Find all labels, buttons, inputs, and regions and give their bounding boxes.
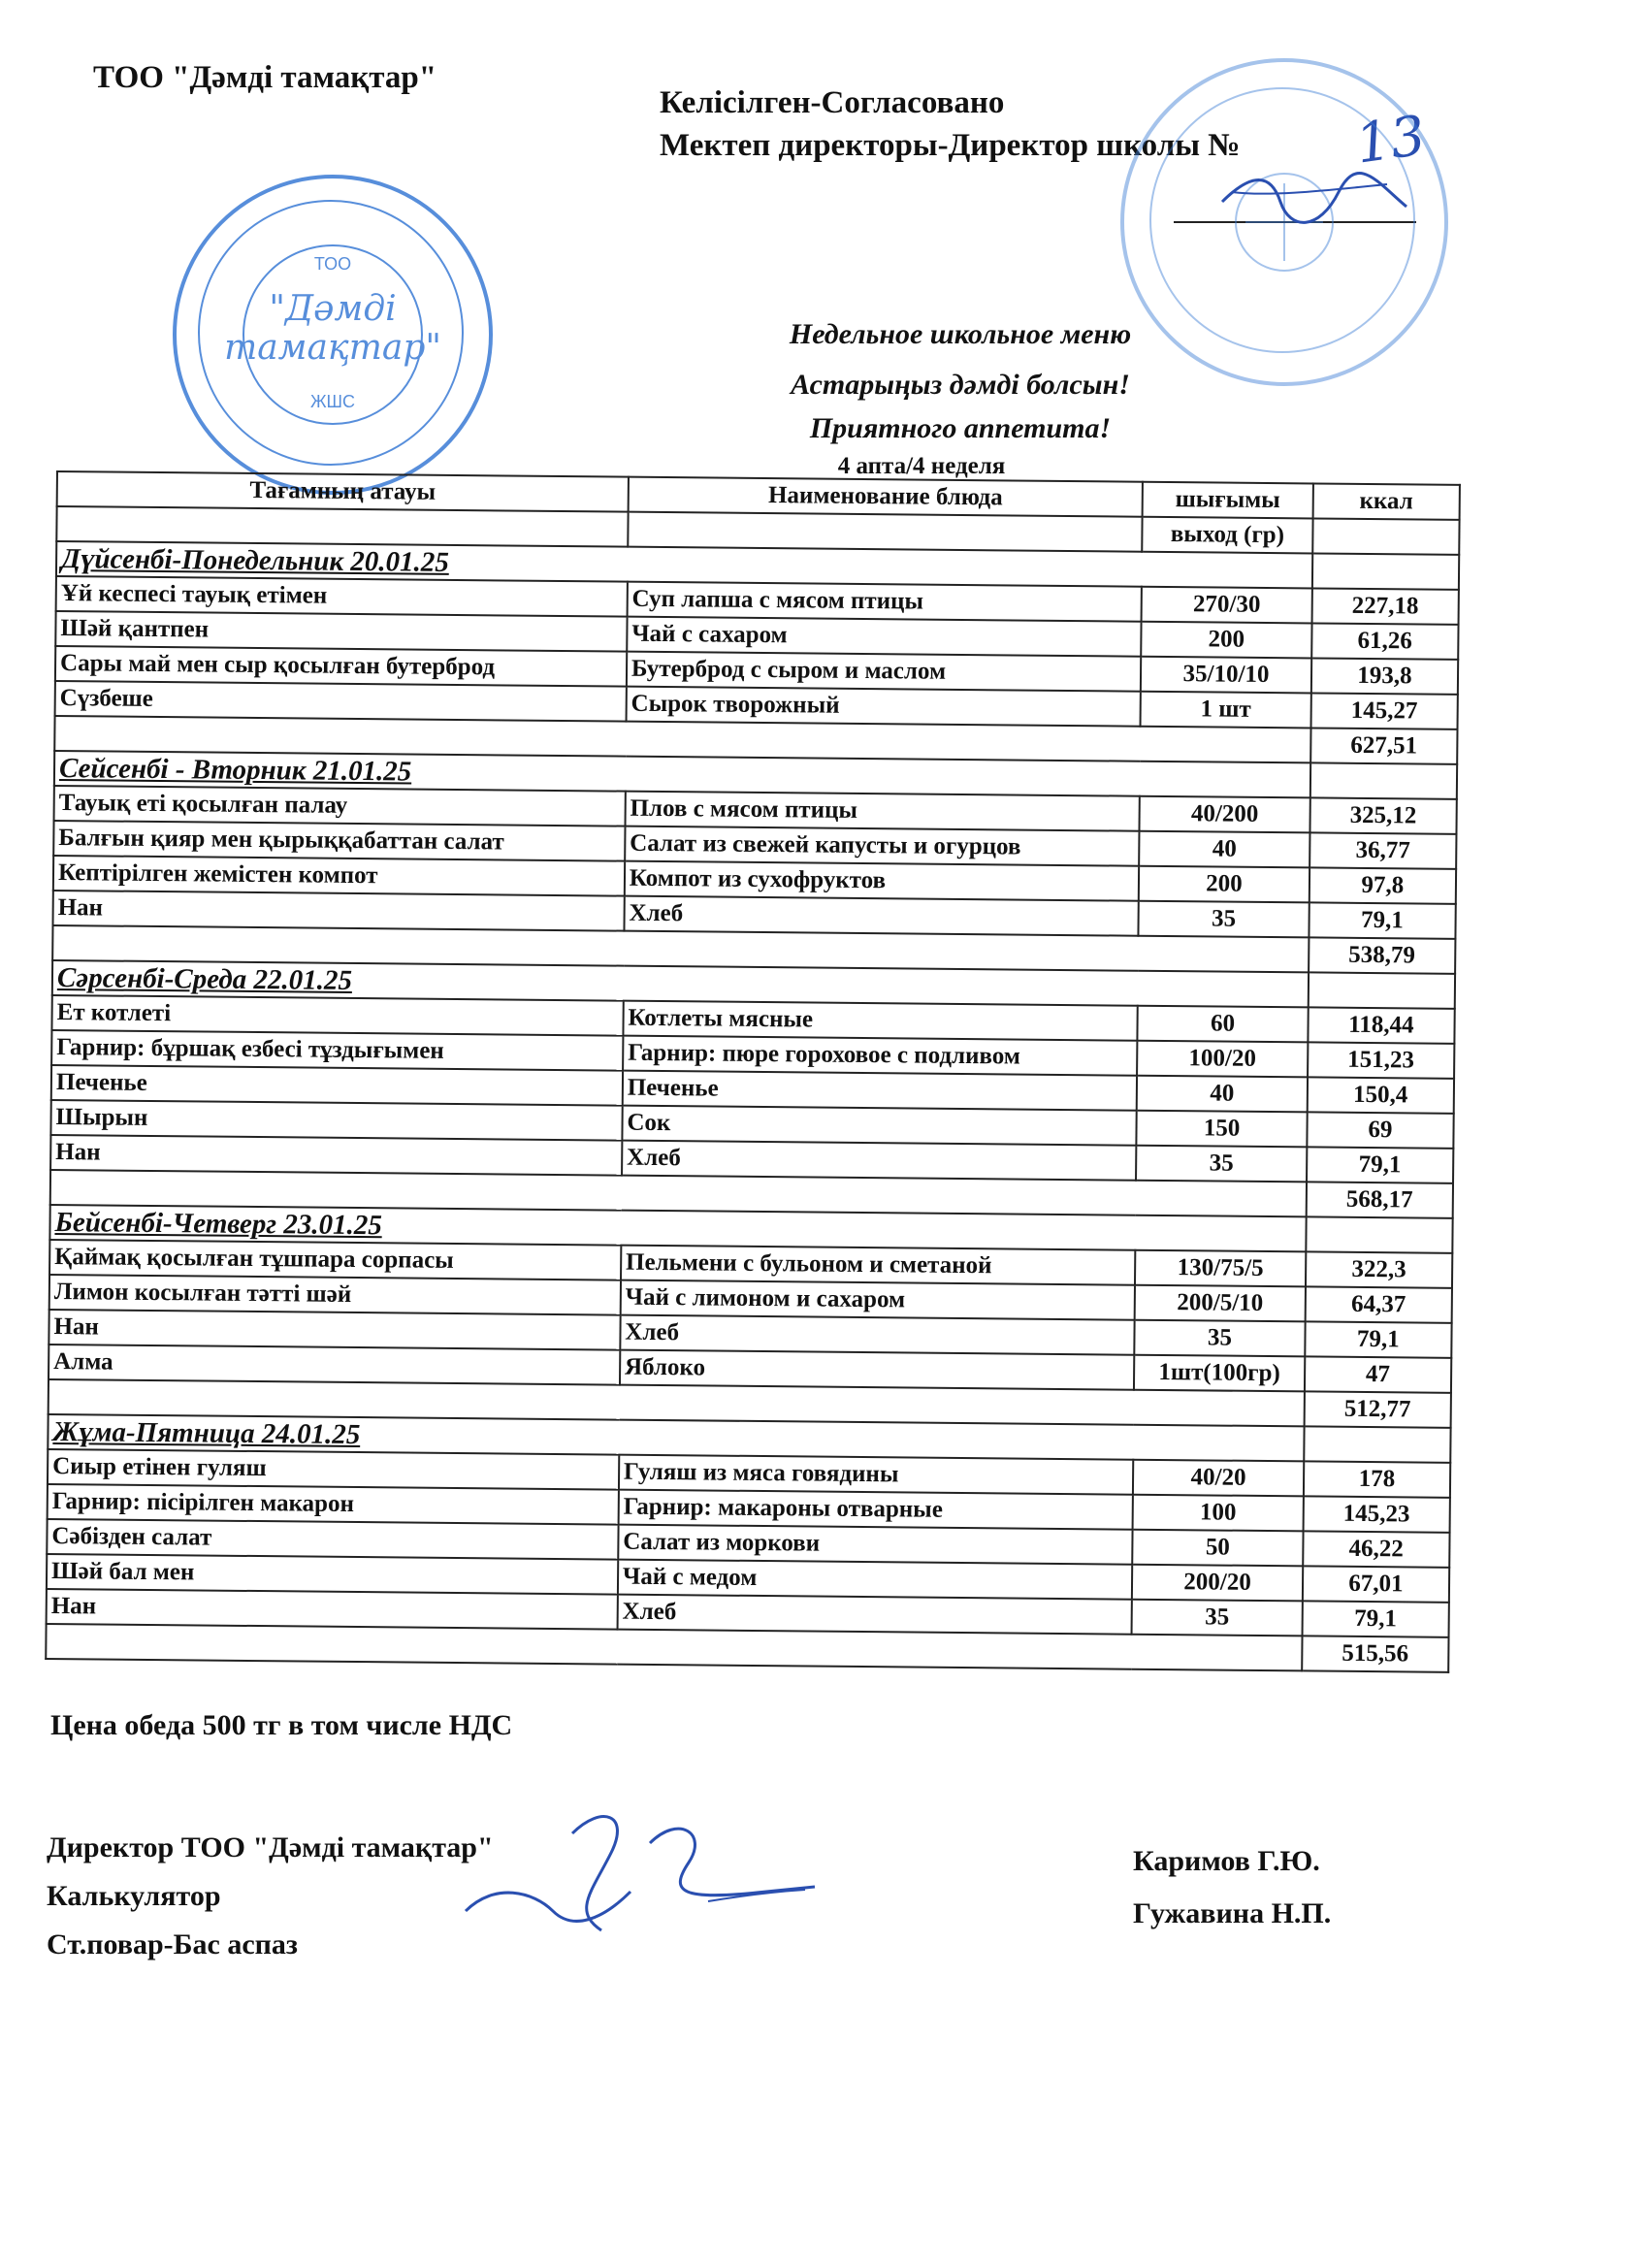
dish-name-kk: Алма (48, 1345, 620, 1385)
dish-name-kk: Сиыр етінен гуляш (48, 1449, 619, 1490)
dish-name-kk: Нан (48, 1310, 620, 1350)
dish-kcal: 36,77 (1310, 832, 1457, 868)
dish-output: 35 (1136, 1146, 1307, 1183)
dish-name-kk: Шәй қантпен (55, 611, 627, 652)
calculator-label: Калькулятор (47, 1880, 221, 1912)
day-total-kcal: 515,56 (1302, 1636, 1449, 1671)
dish-name-ru: Хлеб (624, 896, 1139, 936)
header-kk: Тағамның атауы (57, 471, 629, 512)
day-title-empty-cell (1306, 1216, 1453, 1252)
dish-name-kk: Шырын (50, 1100, 622, 1141)
dish-name-ru: Гуляш из мяса говядины (619, 1455, 1134, 1495)
dish-name-ru: Компот из сухофруктов (625, 861, 1140, 901)
dish-kcal: 69 (1307, 1112, 1454, 1148)
calculator-name: Гужавина Н.П. (1133, 1897, 1332, 1929)
dish-kcal: 61,26 (1311, 623, 1459, 659)
dish-name-kk: Гарнир: пісірілген макарон (48, 1484, 619, 1525)
dish-name-ru: Чай с лимоном и сахаром (621, 1280, 1136, 1320)
dish-output: 35 (1139, 901, 1310, 938)
day-title: Дүйсенбі-Понедельник 20.01.25 (56, 541, 1312, 588)
day-title-empty-cell (1312, 553, 1460, 589)
dish-name-kk: Ет котлеті (51, 995, 623, 1036)
day-total-kcal: 568,17 (1306, 1182, 1453, 1217)
dish-output: 35/10/10 (1141, 657, 1311, 694)
dish-name-ru: Чай с сахаром (627, 617, 1142, 657)
dish-output: 1 шт (1141, 692, 1311, 729)
day-title-empty-cell (1310, 762, 1458, 798)
dish-name-kk: Ұй кеспесі тауық етімен (56, 576, 628, 617)
day-total-kcal: 512,77 (1304, 1391, 1451, 1427)
header-empty-cell (1312, 518, 1460, 554)
director-label: Директор ТОО "Дәмді тамақтар" (47, 1831, 494, 1863)
dish-output: 200/20 (1132, 1565, 1303, 1602)
dish-kcal: 178 (1304, 1461, 1451, 1497)
dish-output: 200/5/10 (1135, 1285, 1306, 1322)
dish-name-kk: Лимон косылған тәтті шәй (49, 1275, 621, 1315)
dish-kcal: 227,18 (1311, 588, 1459, 624)
dish-output: 40/20 (1133, 1460, 1304, 1497)
dish-kcal: 322,3 (1306, 1251, 1453, 1287)
dish-name-kk: Нан (52, 891, 624, 931)
day-title: Сейсенбі - Вторник 21.01.25 (54, 751, 1310, 797)
dish-name-ru: Плов с мясом птицы (625, 792, 1140, 831)
day-total-kcal: 538,79 (1309, 937, 1456, 973)
dish-name-ru: Суп лапша с мясом птицы (627, 582, 1142, 622)
dish-name-ru: Гарнир: пюре гороховое с подливом (623, 1036, 1138, 1076)
dish-name-ru: Хлеб (620, 1315, 1135, 1355)
company-stamp-name: "Дәмді тамақтар" (224, 289, 441, 368)
dish-output: 60 (1138, 1006, 1309, 1043)
director-signature-icon (1212, 163, 1426, 241)
dish-name-kk: Тауық еті қосылған палау (54, 786, 626, 826)
dish-kcal: 79,1 (1305, 1321, 1452, 1357)
dish-output: 35 (1135, 1320, 1306, 1357)
dish-kcal: 118,44 (1308, 1007, 1455, 1043)
menu-week: 4 апта/4 неделя (837, 453, 1006, 479)
footer-signatures-icon (456, 1795, 824, 1960)
dish-name-kk: Нан (50, 1135, 622, 1176)
lunch-price: Цена обеда 500 тг в том числе НДС (50, 1709, 513, 1741)
dish-name-ru: Хлеб (622, 1141, 1137, 1181)
dish-name-ru: Яблоко (620, 1350, 1135, 1390)
dish-name-ru: Хлеб (617, 1595, 1132, 1635)
dish-name-ru: Котлеты мясные (623, 1001, 1138, 1041)
dish-output: 40 (1139, 831, 1310, 868)
dish-name-ru: Гарнир: макароны отварные (618, 1490, 1133, 1530)
dish-name-kk: Сүзбеше (55, 681, 627, 722)
dish-kcal: 79,1 (1309, 902, 1456, 938)
dish-name-ru: Сырок творожный (626, 687, 1141, 727)
dish-name-ru: Печенье (623, 1071, 1138, 1111)
dish-kcal: 193,8 (1311, 658, 1459, 694)
dish-output: 150 (1137, 1111, 1308, 1148)
dish-kcal: 47 (1305, 1356, 1452, 1392)
day-total-kcal: 627,51 (1310, 728, 1458, 763)
dish-output: 40/200 (1140, 796, 1310, 833)
dish-name-kk: Балғын қияр мен қырыққабаттан салат (53, 821, 625, 861)
company-stamp (173, 175, 493, 495)
approval-label: Келісілген-Согласовано (660, 85, 1005, 120)
day-title-empty-cell (1308, 972, 1455, 1008)
company-name: ТОО "Дәмді тамақтар" (93, 60, 437, 95)
header-out: шығымы (1143, 482, 1313, 519)
school-number: 13 (1351, 104, 1430, 177)
dish-name-ru: Чай с медом (618, 1560, 1133, 1600)
dish-name-kk: Сары май мен сыр қосылған бутерброд (55, 646, 627, 687)
dish-name-kk: Гарнир: бұршақ езбесі тұздығымен (51, 1030, 623, 1071)
dish-output: 35 (1132, 1600, 1303, 1636)
dish-kcal: 67,01 (1303, 1566, 1450, 1602)
dish-output: 270/30 (1142, 587, 1312, 624)
dish-kcal: 64,37 (1305, 1286, 1452, 1322)
menu-greeting-ru: Приятного аппетита! (809, 412, 1112, 444)
dish-kcal: 46,22 (1303, 1531, 1450, 1567)
day-title: Жұма-Пятница 24.01.25 (48, 1414, 1304, 1461)
dish-name-ru: Сок (622, 1106, 1137, 1146)
dish-output: 1шт(100гр) (1134, 1355, 1305, 1392)
menu-title: Недельное школьное меню (789, 318, 1132, 350)
approval-director-label: Мектеп директоры-Директор школы № (660, 128, 1241, 163)
dish-output: 50 (1132, 1530, 1303, 1567)
header-empty-cell (56, 506, 628, 547)
director-name: Каримов Г.Ю. (1133, 1845, 1320, 1877)
dish-output: 200 (1141, 622, 1311, 659)
dish-name-kk: Печенье (51, 1065, 623, 1106)
company-stamp-top: ТОО (313, 254, 352, 274)
dish-kcal: 97,8 (1310, 867, 1457, 903)
company-stamp-bottom: ЖШС (309, 392, 356, 411)
header-ru: Наименование блюда (628, 477, 1143, 517)
dish-kcal: 79,1 (1302, 1601, 1449, 1636)
chef-label: Ст.повар-Бас аспаз (47, 1928, 298, 1960)
header-empty-cell (628, 512, 1143, 552)
dish-name-ru: Бутерброд с сыром и маслом (627, 652, 1142, 692)
dish-name-kk: Қаймақ қосылған тұшпара сорпасы (49, 1240, 621, 1280)
dish-output: 100 (1133, 1495, 1304, 1532)
dish-name-ru: Салат из моркови (618, 1525, 1133, 1565)
dish-kcal: 145,27 (1310, 693, 1458, 729)
dish-name-ru: Салат из свежей капусты и огурцов (625, 826, 1140, 866)
dish-name-kk: Шәй бал мен (47, 1554, 618, 1595)
dish-output: 200 (1139, 866, 1310, 903)
dish-kcal: 79,1 (1307, 1147, 1454, 1183)
dish-kcal: 150,4 (1307, 1077, 1454, 1113)
dish-output: 100/20 (1137, 1041, 1308, 1078)
dish-kcal: 151,23 (1308, 1042, 1455, 1078)
day-title-empty-cell (1304, 1426, 1451, 1462)
menu-greeting-kk: Астарыңыз дәмді болсын! (791, 369, 1130, 401)
header-out-unit: выход (гр) (1143, 517, 1313, 554)
dish-name-kk: Сәбізден салат (47, 1519, 618, 1560)
day-title: Сәрсенбі-Среда 22.01.25 (52, 960, 1309, 1007)
dish-kcal: 145,23 (1303, 1496, 1450, 1532)
dish-name-kk: Кептірілген жемістен компот (53, 856, 625, 896)
menu-table (45, 470, 1461, 1673)
dish-output: 130/75/5 (1135, 1250, 1306, 1287)
dish-name-ru: Пельмени с бульоном и сметаной (621, 1246, 1136, 1285)
header-kcal: ккал (1312, 483, 1460, 519)
day-title: Бейсенбі-Четверг 23.01.25 (49, 1205, 1306, 1251)
dish-name-kk: Нан (47, 1589, 618, 1630)
dish-output: 40 (1137, 1076, 1308, 1113)
dish-kcal: 325,12 (1310, 797, 1457, 833)
